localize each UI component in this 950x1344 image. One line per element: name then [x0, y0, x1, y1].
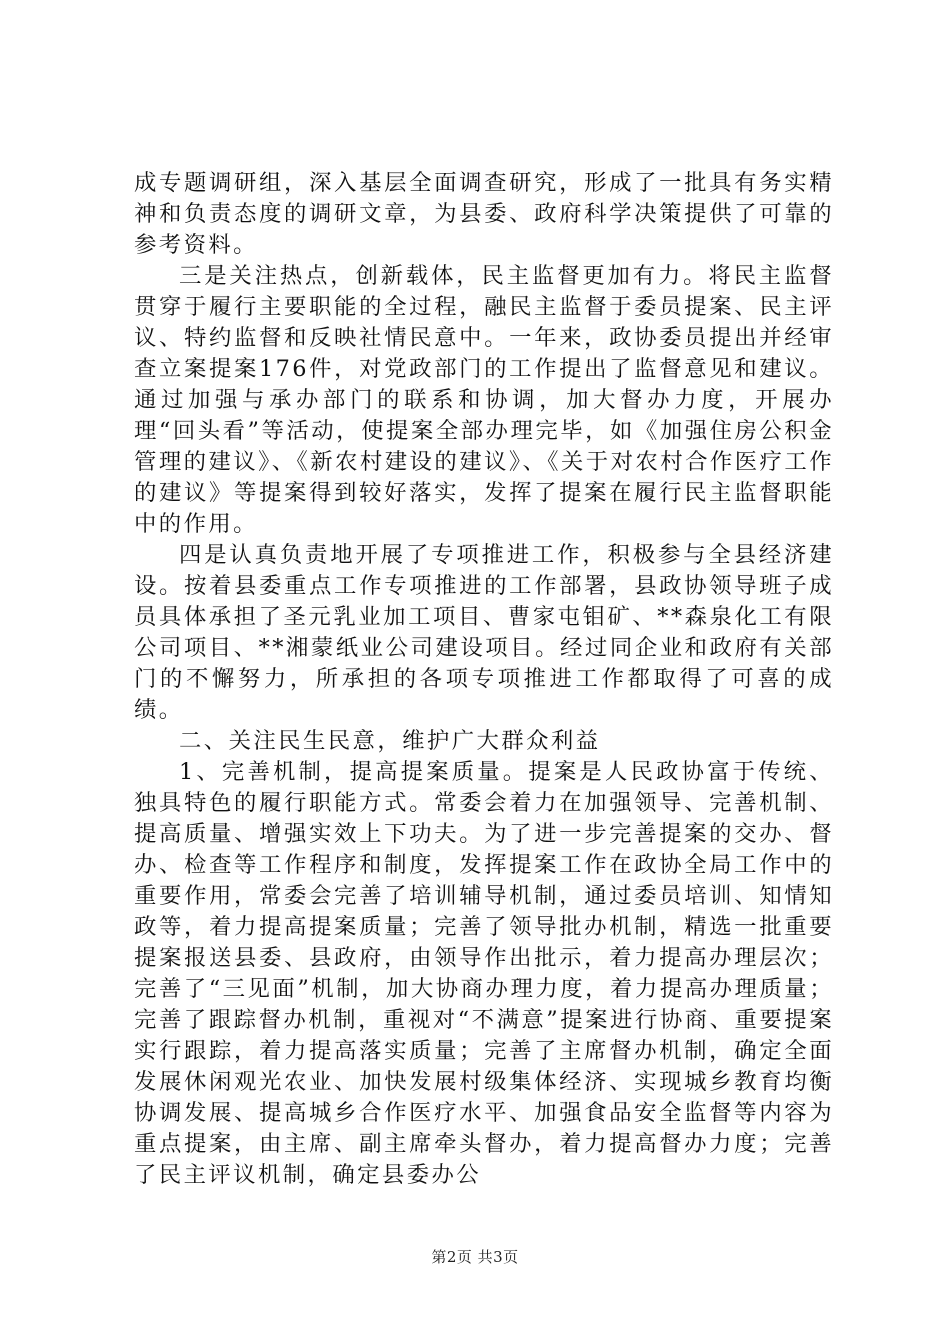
page-footer: 第2页 共3页 — [431, 1248, 519, 1266]
section-heading-livelihood: 二、关注民生民意，维护广大群众利益 — [179, 728, 601, 754]
paragraph-continuation: 成专题调研组，深入基层全面调查研究，形成了一批具有务实精神和负责态度的调研文章，为县委、政府科学决策提供了可靠的参考资料。 — [134, 170, 834, 258]
document-body — [134, 168, 834, 1191]
paragraph-proposal-mechanism: 1、完善机制，提高提案质量。提案是人民政协富于传统、独具特色的履行职能方式。常委会着力在加强领导、完善机制、提高质量、增强实效上下功夫。为了进一步完善提案的交办、督办、检查等工作程序和制度，发挥提案工作在政协全局工作中的重要作用，常委会完善了培训辅导机制，通过委员培训、知情知政等，着力提高提案质量；完善了领导批办机制，精选一批重要提案报送县委、县政府，由领导作出批示，着力提高办理层次；完善了“三见面”机制，加大协商办理力度，着力提高办理质量；完善了跟踪督办机制，重视对“不满意”提案进行协商、重要提案实行跟踪，着力提高落实质量；完善了主席督办机制，确定全面发展休闲观光农业、加快发展村级集体经济、实现城乡教育均衡协调发展、提高城乡合作医疗水平、加强食品安全监督等内容为重点提案，由主席、副主席牵头督办，着力提高督办力度；完善了民主评议机制，确定县委办公 — [134, 759, 834, 1188]
paragraph-special-projects: 四是认真负责地开展了专项推进工作，积极参与全县经济建设。按着县委重点工作专项推进的工作部署，县政协领导班子成员具体承担了圣元乳业加工项目、曹家屯钼矿、**森泉化工有限公司项目、**湘蒙纸业公司建设项目。经过同企业和政府有关部门的不懈努力，所承担的各项专项推进工作都取得了可喜的成绩。 — [134, 542, 834, 723]
paragraph-democratic-supervision: 三是关注热点，创新载体，民主监督更加有力。将民主监督贯穿于履行主要职能的全过程，融民主监督于委员提案、民主评议、特约监督和反映社情民意中。一年来，政协委员提出并经审查立案提案176件，对党政部门的工作提出了监督意见和建议。通过加强与承办部门的联系和协调，加大督办力度，开展办理“回头看”等活动，使提案全部办理完毕，如《加强住房公积金管理的建议》、《新农村建设的建议》、《关于对农村合作医疗工作的建议》等提案得到较好落实，发挥了提案在履行民主监督职能中的作用。 — [134, 263, 834, 537]
